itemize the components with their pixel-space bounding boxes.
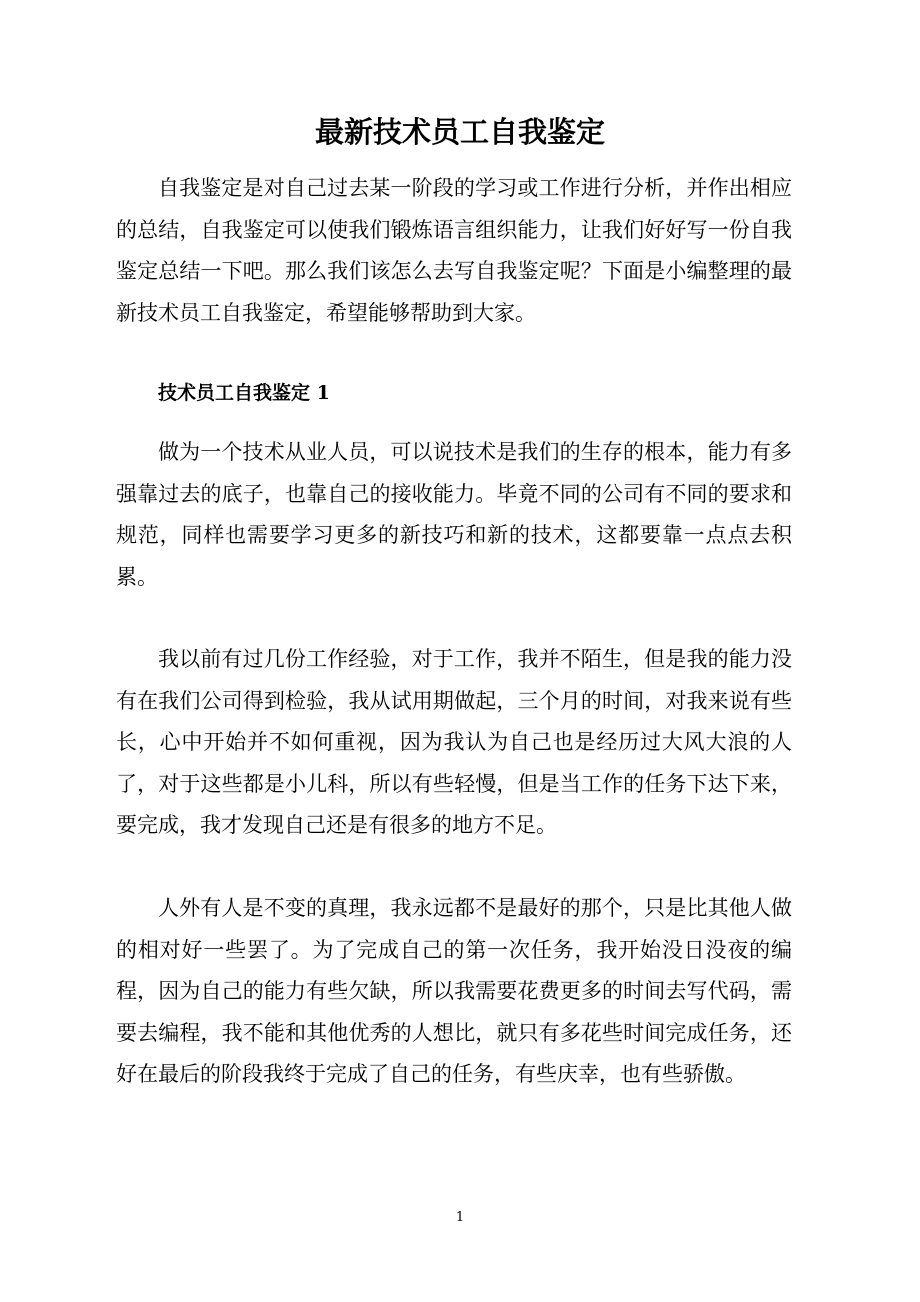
intro-paragraph: 自我鉴定是对自己过去某一阶段的学习或工作进行分析，并作出相应的总结，自我鉴定可以使我们锻炼语言组织能力，让我们好好写一份自我鉴定总结一下吧。那么我们该怎么去写自我鉴定呢？下面是小编整理的最新技术员工自我鉴定，希望能够帮助到大家。 — [116, 176, 792, 325]
body-paragraph: 人外有人是不变的真理，我永远都不是最好的那个，只是比其他人做的相对好一些罢了。为了完成自己的第一次任务，我开始没日没夜的编程，因为自己的能力有些欠缺，所以我需要花费更多的时间去写代码，需要去编程，我不能和其他优秀的人想比，就只有多花些时间完成任务，还好在最后的阶段我终于完成了自己的任务，有些庆幸，也有些骄傲。 — [116, 896, 792, 1086]
body-paragraph: 我以前有过几份工作经验，对于工作，我并不陌生，但是我的能力没有在我们公司得到检验，我从试用期做起，三个月的时间，对我来说有些长，心中开始并不如何重视，因为我认为自己也是经历过大风大浪的人了，对于这些都是小儿科，所以有些轻慢，但是当工作的任务下达下来，要完成，我才发现自己还是有很多的地方不足。 — [116, 647, 792, 837]
section-heading: 技术员工自我鉴定 1 — [158, 382, 330, 404]
document-title: 最新技术员工自我鉴定 — [314, 115, 605, 149]
page-number: 1 — [455, 1210, 465, 1225]
body-paragraph: 做为一个技术从业人员，可以说技术是我们的生存的根本，能力有多强靠过去的底子，也靠自己的接收能力。毕竟不同的公司有不同的要求和规范，同样也需要学习更多的新技巧和新的技术，这都要靠一点点去积累。 — [116, 440, 792, 589]
